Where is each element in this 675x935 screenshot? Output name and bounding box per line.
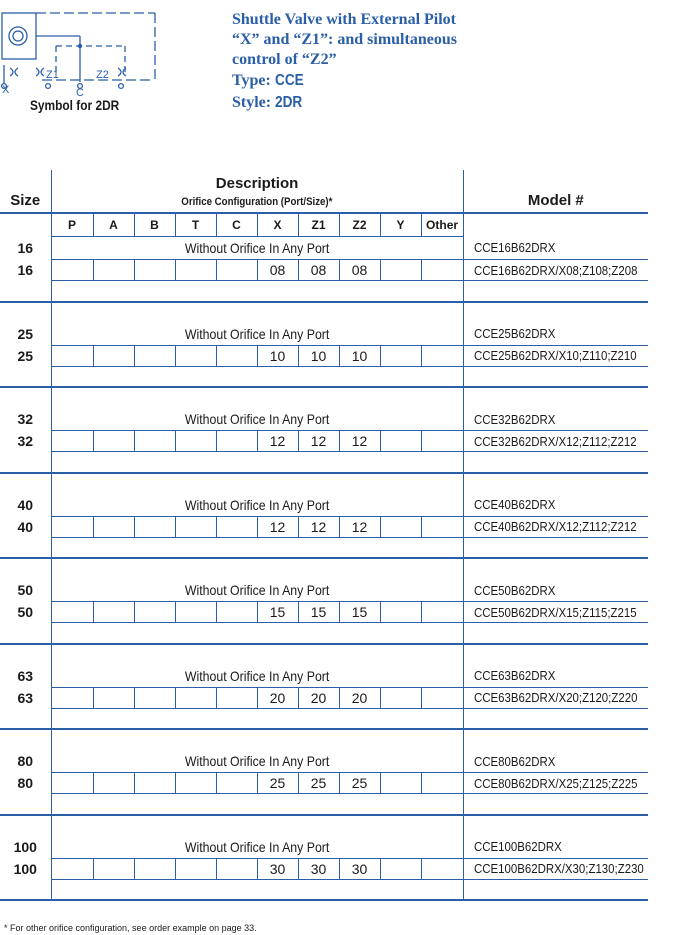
orifice-cell-a: [93, 687, 134, 708]
port-header-z2: Z2: [339, 213, 380, 237]
orifice-cell-x: 10: [257, 345, 298, 366]
orifice-cell-other: [421, 687, 463, 708]
orifice-cell-p: [51, 602, 93, 623]
orifice-cell-z1: 30: [298, 858, 339, 879]
orifice-cell-a: [93, 858, 134, 879]
orifice-cell-t: [175, 687, 216, 708]
group-spacer: [0, 558, 648, 579]
port-z2-label: Z2: [96, 69, 109, 81]
orifice-cell-t: [175, 431, 216, 452]
size-cell: 80: [17, 775, 34, 791]
size-cell: 25: [17, 347, 34, 364]
orifice-cell-t: [175, 516, 216, 537]
orifice-cell-c: [216, 260, 257, 281]
table-row: [0, 665, 648, 688]
shuttle-ball: [9, 27, 27, 45]
group-end-row: [0, 366, 648, 387]
style-label: Style:: [232, 94, 272, 111]
model-number-cell: CCE16B62DRX: [463, 237, 648, 260]
orifice-cell-other: [421, 858, 463, 879]
group-end-row: [0, 623, 648, 644]
group-end-row: [0, 281, 648, 302]
orifice-cell-p: [51, 345, 93, 366]
group-end-row: [0, 537, 648, 558]
orifice-cell-x: 08: [257, 260, 298, 281]
group-spacer: [0, 729, 648, 750]
orifice-cell-t: [175, 773, 216, 794]
type-label: Type:: [232, 72, 271, 89]
style-line: [232, 92, 672, 114]
model-blank: [463, 213, 648, 237]
model-number-cell: CCE50B62DRX/X15;Z115;Z215: [463, 602, 648, 623]
orifice-cell-y: [380, 687, 421, 708]
port-header-x: X: [257, 213, 298, 237]
orifice-cell-x: 30: [257, 858, 298, 879]
orifice-cell-b: [134, 687, 175, 708]
group-end-row: [0, 879, 648, 900]
description-cell: Without Orifice In Any Port: [51, 237, 463, 260]
type-line: [232, 70, 672, 92]
port-header-z1: Z1: [298, 213, 339, 237]
orifice-cell-other: [421, 431, 463, 452]
model-number-cell: CCE100B62DRX: [463, 836, 648, 859]
description-cell: Without Orifice In Any Port: [51, 323, 463, 346]
orifice-cell-other: [421, 773, 463, 794]
orifice-cell-c: [216, 773, 257, 794]
table-row: [0, 516, 648, 537]
orifice-cell-z1: 15: [298, 602, 339, 623]
orifice-cell-a: [93, 773, 134, 794]
port-header-y: Y: [380, 213, 421, 237]
orifice-cell-z1: 20: [298, 687, 339, 708]
description-cell: Without Orifice In Any Port: [51, 750, 463, 773]
table-row: [0, 579, 648, 602]
group-spacer: [0, 387, 648, 408]
valve-symbol-diagram: [0, 0, 165, 100]
size-cell: 32: [17, 433, 34, 449]
orifice-cell-other: [421, 602, 463, 623]
group-spacer: [0, 473, 648, 494]
orifice-cell-p: [51, 516, 93, 537]
orifice-cell-z2: 12: [339, 516, 380, 537]
symbol-caption: Symbol for 2DR: [30, 97, 120, 113]
model-header: Model #: [463, 170, 648, 213]
table-row: [0, 345, 648, 366]
table-row: [0, 750, 648, 773]
title-line-2: “X” and “Z1”: and simultaneous: [232, 31, 457, 48]
orifice-cell-t: [175, 602, 216, 623]
orifice-cell-other: [421, 260, 463, 281]
table-row: [0, 494, 648, 517]
port-header-t: T: [175, 213, 216, 237]
orifice-cell-a: [93, 345, 134, 366]
table-row: [0, 602, 648, 623]
size-cell: 40: [17, 518, 34, 535]
orifice-cell-z1: 08: [298, 260, 339, 281]
orifice-cell-c: [216, 345, 257, 366]
orifice-cell-z2: 10: [339, 345, 380, 366]
orifice-cell-z2: 30: [339, 858, 380, 879]
orifice-cell-z1: 25: [298, 773, 339, 794]
description-cell: Without Orifice In Any Port: [51, 494, 463, 517]
orifice-cell-y: [380, 260, 421, 281]
port-header-a: A: [93, 213, 134, 237]
orifice-cell-y: [380, 431, 421, 452]
orifice-cell-b: [134, 773, 175, 794]
orifice-cell-a: [93, 516, 134, 537]
description-cell: Without Orifice In Any Port: [51, 665, 463, 688]
size-blank: [0, 213, 51, 237]
orifice-cell-z1: 12: [298, 431, 339, 452]
size-cell: 16: [17, 262, 34, 278]
orifice-cell-c: [216, 858, 257, 879]
orifice-cell-a: [93, 260, 134, 281]
orifice-cell-z2: 25: [339, 773, 380, 794]
valve-body: [2, 13, 36, 59]
model-number-cell: CCE100B62DRX/X30;Z130;Z230: [463, 858, 648, 879]
orifice-cell-b: [134, 260, 175, 281]
description-cell: Without Orifice In Any Port: [51, 579, 463, 602]
size-cell: 50: [17, 604, 34, 620]
table-row: [0, 687, 648, 708]
title-line-1: Shuttle Valve with External Pilot: [232, 11, 457, 28]
orifice-cell-z2: 08: [339, 260, 380, 281]
model-table: [0, 170, 648, 901]
style-value: 2DR: [275, 94, 303, 111]
orifice-cell-y: [380, 516, 421, 537]
orifice-cell-b: [134, 516, 175, 537]
table-row: [0, 237, 648, 260]
orifice-cell-z2: 20: [339, 687, 380, 708]
orifice-cell-p: [51, 773, 93, 794]
orifice-cell-z1: 10: [298, 345, 339, 366]
model-number-cell: CCE25B62DRX: [463, 323, 648, 346]
orifice-cell-x: 25: [257, 773, 298, 794]
orifice-cell-c: [216, 516, 257, 537]
orifice-cell-z2: 15: [339, 602, 380, 623]
orifice-cell-z2: 12: [339, 431, 380, 452]
size-cell: 16: [17, 240, 34, 256]
group-spacer: [0, 815, 648, 836]
size-cell: 50: [17, 582, 34, 599]
group-end-row: [0, 794, 648, 815]
orifice-cell-y: [380, 345, 421, 366]
model-number-cell: CCE40B62DRX/X12;Z112;Z212: [463, 516, 648, 537]
model-number-cell: CCE50B62DRX: [463, 579, 648, 602]
port-header-c: C: [216, 213, 257, 237]
orifice-cell-y: [380, 602, 421, 623]
size-cell: 32: [17, 411, 34, 428]
orifice-cell-c: [216, 602, 257, 623]
orifice-cell-p: [51, 260, 93, 281]
orifice-cell-a: [93, 431, 134, 452]
model-number-cell: CCE16B62DRX/X08;Z108;Z208: [463, 260, 648, 281]
orifice-cell-p: [51, 858, 93, 879]
model-number-cell: CCE32B62DRX/X12;Z112;Z212: [463, 431, 648, 452]
group-spacer: [0, 644, 648, 665]
size-cell: 63: [17, 689, 34, 706]
orifice-cell-t: [175, 260, 216, 281]
title-line-3: control of “Z2”: [232, 51, 337, 68]
orifice-cell-x: 12: [257, 516, 298, 537]
orifice-cell-t: [175, 345, 216, 366]
product-title-block: [232, 10, 672, 114]
model-number-cell: CCE63B62DRX/X20;Z120;Z220: [463, 687, 648, 708]
size-cell: 100: [13, 860, 37, 877]
model-number-cell: CCE40B62DRX: [463, 494, 648, 517]
footnote: * For other orifice configuration, see order example on page 33.: [4, 923, 257, 933]
description-header: Description: [51, 170, 463, 192]
description-cell: Without Orifice In Any Port: [51, 408, 463, 431]
orifice-cell-c: [216, 431, 257, 452]
port-z1-label: Z1: [46, 69, 59, 81]
port-header-other: Other: [421, 213, 463, 237]
model-number-cell: CCE63B62DRX: [463, 665, 648, 688]
table-row: [0, 260, 648, 281]
port-x-label: X: [2, 84, 10, 96]
orifice-cell-b: [134, 345, 175, 366]
orifice-cell-t: [175, 858, 216, 879]
size-cell: 25: [17, 325, 34, 342]
group-spacer: [0, 302, 648, 323]
table-row: [0, 858, 648, 879]
model-number-cell: CCE80B62DRX/X25;Z125;Z225: [463, 773, 648, 794]
orifice-cell-other: [421, 345, 463, 366]
orifice-cell-x: 20: [257, 687, 298, 708]
group-end-row: [0, 708, 648, 729]
table-row: [0, 773, 648, 794]
description-cell: Without Orifice In Any Port: [51, 836, 463, 859]
model-number-cell: CCE80B62DRX: [463, 750, 648, 773]
model-number-cell: CCE25B62DRX/X10;Z110;Z210: [463, 345, 648, 366]
orifice-cell-b: [134, 602, 175, 623]
size-header: Size: [0, 170, 51, 213]
table-row: [0, 323, 648, 346]
orifice-cell-y: [380, 773, 421, 794]
port-header-p: P: [51, 213, 93, 237]
table-row: [0, 408, 648, 431]
orifice-cell-x: 15: [257, 602, 298, 623]
table-row: [0, 836, 648, 859]
port-header-b: B: [134, 213, 175, 237]
group-end-row: [0, 452, 648, 473]
orifice-cell-a: [93, 602, 134, 623]
size-cell: 63: [17, 667, 34, 684]
orifice-cell-p: [51, 687, 93, 708]
table-row: [0, 431, 648, 452]
size-cell: 40: [17, 496, 34, 513]
orifice-cell-c: [216, 687, 257, 708]
size-cell: 80: [17, 753, 34, 770]
orifice-cell-b: [134, 858, 175, 879]
orifice-config-header: Orifice Configuration (Port/Size)*: [51, 192, 463, 213]
orifice-cell-z1: 12: [298, 516, 339, 537]
model-number-cell: CCE32B62DRX: [463, 408, 648, 431]
orifice-cell-y: [380, 858, 421, 879]
orifice-cell-p: [51, 431, 93, 452]
port-c-label: C: [76, 87, 84, 99]
orifice-cell-x: 12: [257, 431, 298, 452]
type-value: CCE: [274, 72, 304, 89]
size-cell: 100: [13, 838, 37, 855]
orifice-cell-other: [421, 516, 463, 537]
orifice-cell-b: [134, 431, 175, 452]
